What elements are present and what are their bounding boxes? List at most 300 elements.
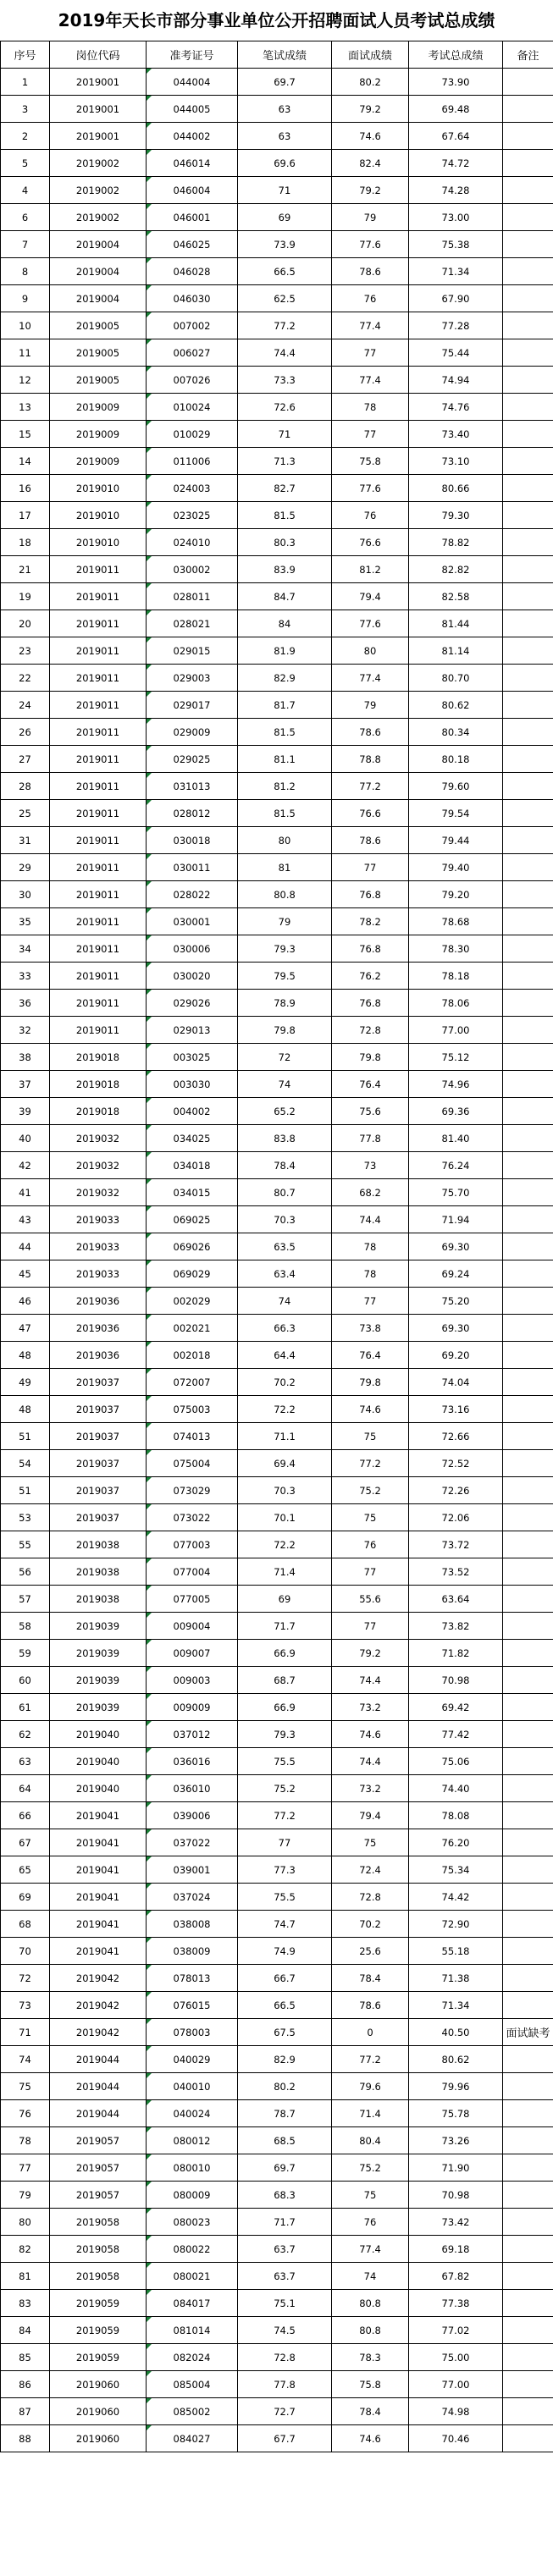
table-row bbox=[1, 502, 553, 529]
cell-written-score: 72.6 bbox=[238, 394, 332, 421]
cell-written-score: 80.7 bbox=[238, 1179, 332, 1206]
cell-interview-score: 78.6 bbox=[332, 719, 409, 746]
cell-post-code: 2019011 bbox=[50, 665, 147, 692]
cell-written-score: 65.2 bbox=[238, 1098, 332, 1125]
cell-serial: 81 bbox=[1, 2263, 50, 2290]
cell-total-score: 81.40 bbox=[409, 1125, 503, 1152]
cell-interview-score: 78.6 bbox=[332, 827, 409, 854]
table-row bbox=[1, 881, 553, 908]
table-row bbox=[1, 2046, 553, 2073]
cell-post-code: 2019037 bbox=[50, 1477, 147, 1504]
cell-total-score: 74.72 bbox=[409, 150, 503, 177]
cell-interview-score: 76 bbox=[332, 1531, 409, 1558]
cell-exam-number: 077004 bbox=[147, 1558, 238, 1586]
cell-post-code: 2019041 bbox=[50, 1829, 147, 1856]
cell-remark bbox=[503, 1884, 553, 1911]
cell-remark bbox=[503, 1829, 553, 1856]
cell-serial: 41 bbox=[1, 1179, 50, 1206]
cell-interview-score: 77.4 bbox=[332, 665, 409, 692]
cell-serial: 18 bbox=[1, 529, 50, 556]
cell-post-code: 2019033 bbox=[50, 1233, 147, 1260]
cell-written-score: 81.2 bbox=[238, 773, 332, 800]
cell-written-score: 75.1 bbox=[238, 2290, 332, 2317]
table-row bbox=[1, 2019, 553, 2046]
cell-total-score: 69.18 bbox=[409, 2236, 503, 2263]
table-row bbox=[1, 1558, 553, 1586]
cell-exam-number: 084027 bbox=[147, 2425, 238, 2452]
cell-interview-score: 79.8 bbox=[332, 1044, 409, 1071]
cell-remark bbox=[503, 692, 553, 719]
cell-written-score: 70.1 bbox=[238, 1504, 332, 1531]
cell-total-score: 69.48 bbox=[409, 96, 503, 123]
cell-serial: 7 bbox=[1, 231, 50, 258]
cell-remark bbox=[503, 123, 553, 150]
cell-interview-score: 77.2 bbox=[332, 773, 409, 800]
cell-serial: 73 bbox=[1, 1992, 50, 2019]
cell-total-score: 79.20 bbox=[409, 881, 503, 908]
cell-post-code: 2019038 bbox=[50, 1531, 147, 1558]
cell-exam-number: 011006 bbox=[147, 448, 238, 475]
cell-interview-score: 74.6 bbox=[332, 1396, 409, 1423]
cell-interview-score: 72.8 bbox=[332, 1017, 409, 1044]
cell-total-score: 75.34 bbox=[409, 1856, 503, 1884]
cell-post-code: 2019042 bbox=[50, 2019, 147, 2046]
cell-remark bbox=[503, 448, 553, 475]
cell-post-code: 2019041 bbox=[50, 1938, 147, 1965]
cell-post-code: 2019001 bbox=[50, 96, 147, 123]
cell-total-score: 70.98 bbox=[409, 1667, 503, 1694]
cell-post-code: 2019010 bbox=[50, 529, 147, 556]
table-row bbox=[1, 204, 553, 231]
cell-remark bbox=[503, 1667, 553, 1694]
cell-exam-number: 036016 bbox=[147, 1748, 238, 1775]
cell-remark bbox=[503, 258, 553, 285]
cell-exam-number: 080009 bbox=[147, 2182, 238, 2209]
cell-remark bbox=[503, 908, 553, 935]
cell-serial: 17 bbox=[1, 502, 50, 529]
table-row bbox=[1, 1829, 553, 1856]
cell-post-code: 2019011 bbox=[50, 719, 147, 746]
cell-total-score: 75.06 bbox=[409, 1748, 503, 1775]
cell-remark bbox=[503, 1450, 553, 1477]
cell-written-score: 71 bbox=[238, 421, 332, 448]
cell-written-score: 81.7 bbox=[238, 692, 332, 719]
cell-remark bbox=[503, 1125, 553, 1152]
table-row bbox=[1, 312, 553, 339]
cell-remark bbox=[503, 990, 553, 1017]
cell-total-score: 75.12 bbox=[409, 1044, 503, 1071]
cell-serial: 8 bbox=[1, 258, 50, 285]
cell-total-score: 71.38 bbox=[409, 1965, 503, 1992]
cell-serial: 72 bbox=[1, 1965, 50, 1992]
cell-written-score: 69.7 bbox=[238, 69, 332, 96]
cell-serial: 36 bbox=[1, 990, 50, 1017]
cell-written-score: 84 bbox=[238, 610, 332, 637]
cell-total-score: 82.82 bbox=[409, 556, 503, 583]
table-row bbox=[1, 1992, 553, 2019]
cell-post-code: 2019036 bbox=[50, 1288, 147, 1315]
cell-exam-number: 075003 bbox=[147, 1396, 238, 1423]
cell-post-code: 2019059 bbox=[50, 2344, 147, 2371]
table-row bbox=[1, 2182, 553, 2209]
cell-total-score: 71.34 bbox=[409, 258, 503, 285]
cell-post-code: 2019038 bbox=[50, 1586, 147, 1613]
cell-post-code: 2019009 bbox=[50, 448, 147, 475]
cell-exam-number: 030002 bbox=[147, 556, 238, 583]
cell-post-code: 2019011 bbox=[50, 610, 147, 637]
cell-remark bbox=[503, 394, 553, 421]
cell-total-score: 70.98 bbox=[409, 2182, 503, 2209]
cell-interview-score: 76.6 bbox=[332, 529, 409, 556]
cell-serial: 48 bbox=[1, 1396, 50, 1423]
cell-post-code: 2019032 bbox=[50, 1179, 147, 1206]
cell-written-score: 74.4 bbox=[238, 339, 332, 367]
cell-written-score: 63 bbox=[238, 123, 332, 150]
cell-written-score: 66.5 bbox=[238, 1992, 332, 2019]
cell-written-score: 79.3 bbox=[238, 1721, 332, 1748]
cell-post-code: 2019060 bbox=[50, 2371, 147, 2398]
cell-serial: 77 bbox=[1, 2154, 50, 2182]
cell-serial: 56 bbox=[1, 1558, 50, 1586]
cell-written-score: 81.1 bbox=[238, 746, 332, 773]
cell-written-score: 66.7 bbox=[238, 1965, 332, 1992]
table-row bbox=[1, 475, 553, 502]
cell-exam-number: 028012 bbox=[147, 800, 238, 827]
cell-total-score: 81.14 bbox=[409, 637, 503, 665]
cell-interview-score: 78 bbox=[332, 1233, 409, 1260]
cell-serial: 48 bbox=[1, 1342, 50, 1369]
cell-interview-score: 74.6 bbox=[332, 2425, 409, 2452]
cell-post-code: 2019036 bbox=[50, 1315, 147, 1342]
cell-serial: 22 bbox=[1, 665, 50, 692]
cell-total-score: 75.44 bbox=[409, 339, 503, 367]
cell-total-score: 78.08 bbox=[409, 1802, 503, 1829]
table-row bbox=[1, 2344, 553, 2371]
table-row bbox=[1, 1098, 553, 1125]
cell-post-code: 2019011 bbox=[50, 990, 147, 1017]
cell-written-score: 68.3 bbox=[238, 2182, 332, 2209]
cell-total-score: 67.64 bbox=[409, 123, 503, 150]
cell-written-score: 66.5 bbox=[238, 258, 332, 285]
cell-interview-score: 75.2 bbox=[332, 2154, 409, 2182]
cell-serial: 85 bbox=[1, 2344, 50, 2371]
cell-exam-number: 072007 bbox=[147, 1369, 238, 1396]
cell-post-code: 2019037 bbox=[50, 1396, 147, 1423]
cell-written-score: 75.2 bbox=[238, 1775, 332, 1802]
table-row bbox=[1, 665, 553, 692]
cell-post-code: 2019044 bbox=[50, 2046, 147, 2073]
cell-serial: 79 bbox=[1, 2182, 50, 2209]
table-row bbox=[1, 692, 553, 719]
cell-written-score: 80.3 bbox=[238, 529, 332, 556]
table-row bbox=[1, 2154, 553, 2182]
cell-interview-score: 74.6 bbox=[332, 1721, 409, 1748]
cell-remark bbox=[503, 1396, 553, 1423]
table-row bbox=[1, 1586, 553, 1613]
cell-serial: 64 bbox=[1, 1775, 50, 1802]
cell-total-score: 76.20 bbox=[409, 1829, 503, 1856]
table-row bbox=[1, 1179, 553, 1206]
cell-serial: 57 bbox=[1, 1586, 50, 1613]
cell-remark bbox=[503, 1369, 553, 1396]
cell-total-score: 74.42 bbox=[409, 1884, 503, 1911]
cell-remark bbox=[503, 1423, 553, 1450]
cell-exam-number: 002029 bbox=[147, 1288, 238, 1315]
cell-exam-number: 073022 bbox=[147, 1504, 238, 1531]
cell-interview-score: 77.4 bbox=[332, 312, 409, 339]
cell-total-score: 75.00 bbox=[409, 2344, 503, 2371]
cell-exam-number: 040029 bbox=[147, 2046, 238, 2073]
cell-serial: 75 bbox=[1, 2073, 50, 2100]
cell-remark bbox=[503, 637, 553, 665]
cell-serial: 1 bbox=[1, 69, 50, 96]
cell-post-code: 2019010 bbox=[50, 502, 147, 529]
cell-interview-score: 79.4 bbox=[332, 583, 409, 610]
cell-post-code: 2019005 bbox=[50, 367, 147, 394]
cell-remark bbox=[503, 1179, 553, 1206]
cell-total-score: 80.70 bbox=[409, 665, 503, 692]
cell-exam-number: 040010 bbox=[147, 2073, 238, 2100]
table-row bbox=[1, 1423, 553, 1450]
cell-serial: 44 bbox=[1, 1233, 50, 1260]
cell-written-score: 63 bbox=[238, 96, 332, 123]
cell-exam-number: 085004 bbox=[147, 2371, 238, 2398]
table-row bbox=[1, 394, 553, 421]
cell-post-code: 2019037 bbox=[50, 1369, 147, 1396]
table-row bbox=[1, 1125, 553, 1152]
cell-remark bbox=[503, 1504, 553, 1531]
cell-post-code: 2019057 bbox=[50, 2182, 147, 2209]
cell-interview-score: 76.8 bbox=[332, 990, 409, 1017]
cell-post-code: 2019002 bbox=[50, 150, 147, 177]
cell-exam-number: 029026 bbox=[147, 990, 238, 1017]
cell-serial: 68 bbox=[1, 1911, 50, 1938]
cell-exam-number: 007026 bbox=[147, 367, 238, 394]
cell-interview-score: 73.2 bbox=[332, 1694, 409, 1721]
cell-exam-number: 030006 bbox=[147, 935, 238, 963]
cell-serial: 67 bbox=[1, 1829, 50, 1856]
cell-written-score: 64.4 bbox=[238, 1342, 332, 1369]
table-row bbox=[1, 421, 553, 448]
table-body bbox=[1, 69, 553, 2452]
table-row bbox=[1, 1477, 553, 1504]
cell-post-code: 2019010 bbox=[50, 475, 147, 502]
table-row bbox=[1, 1965, 553, 1992]
cell-serial: 19 bbox=[1, 583, 50, 610]
cell-total-score: 72.66 bbox=[409, 1423, 503, 1450]
cell-interview-score: 77.6 bbox=[332, 231, 409, 258]
table-row bbox=[1, 1315, 553, 1342]
cell-serial: 47 bbox=[1, 1315, 50, 1342]
cell-serial: 60 bbox=[1, 1667, 50, 1694]
cell-written-score: 74.7 bbox=[238, 1911, 332, 1938]
cell-post-code: 2019058 bbox=[50, 2236, 147, 2263]
table-row bbox=[1, 1721, 553, 1748]
cell-interview-score: 78.4 bbox=[332, 2398, 409, 2425]
cell-total-score: 69.20 bbox=[409, 1342, 503, 1369]
cell-remark bbox=[503, 1558, 553, 1586]
cell-interview-score: 77.2 bbox=[332, 1450, 409, 1477]
cell-total-score: 77.00 bbox=[409, 1017, 503, 1044]
cell-written-score: 79.5 bbox=[238, 963, 332, 990]
cell-interview-score: 76.4 bbox=[332, 1071, 409, 1098]
cell-serial: 84 bbox=[1, 2317, 50, 2344]
cell-written-score: 81.5 bbox=[238, 719, 332, 746]
cell-post-code: 2019059 bbox=[50, 2290, 147, 2317]
cell-total-score: 63.64 bbox=[409, 1586, 503, 1613]
cell-interview-score: 75 bbox=[332, 1829, 409, 1856]
cell-written-score: 80.8 bbox=[238, 881, 332, 908]
cell-interview-score: 77 bbox=[332, 339, 409, 367]
cell-exam-number: 034025 bbox=[147, 1125, 238, 1152]
table-row bbox=[1, 448, 553, 475]
cell-post-code: 2019011 bbox=[50, 908, 147, 935]
cell-post-code: 2019037 bbox=[50, 1450, 147, 1477]
cell-written-score: 78.7 bbox=[238, 2100, 332, 2127]
cell-remark bbox=[503, 610, 553, 637]
cell-total-score: 78.18 bbox=[409, 963, 503, 990]
cell-post-code: 2019011 bbox=[50, 963, 147, 990]
cell-remark bbox=[503, 1206, 553, 1233]
cell-post-code: 2019033 bbox=[50, 1206, 147, 1233]
cell-total-score: 74.28 bbox=[409, 177, 503, 204]
cell-total-score: 77.00 bbox=[409, 2371, 503, 2398]
cell-total-score: 79.44 bbox=[409, 827, 503, 854]
cell-total-score: 78.68 bbox=[409, 908, 503, 935]
cell-interview-score: 55.6 bbox=[332, 1586, 409, 1613]
cell-total-score: 40.50 bbox=[409, 2019, 503, 2046]
cell-total-score: 74.76 bbox=[409, 394, 503, 421]
cell-remark bbox=[503, 1965, 553, 1992]
cell-remark bbox=[503, 1911, 553, 1938]
cell-post-code: 2019018 bbox=[50, 1044, 147, 1071]
cell-serial: 21 bbox=[1, 556, 50, 583]
cell-remark bbox=[503, 502, 553, 529]
cell-post-code: 2019011 bbox=[50, 637, 147, 665]
cell-exam-number: 028011 bbox=[147, 583, 238, 610]
cell-total-score: 69.36 bbox=[409, 1098, 503, 1125]
cell-written-score: 77.2 bbox=[238, 1802, 332, 1829]
cell-serial: 40 bbox=[1, 1125, 50, 1152]
cell-total-score: 80.18 bbox=[409, 746, 503, 773]
cell-interview-score: 77 bbox=[332, 854, 409, 881]
table-row bbox=[1, 69, 553, 96]
table-row bbox=[1, 1531, 553, 1558]
cell-serial: 31 bbox=[1, 827, 50, 854]
cell-remark bbox=[503, 475, 553, 502]
table-row bbox=[1, 2236, 553, 2263]
cell-remark bbox=[503, 2290, 553, 2317]
cell-written-score: 67.7 bbox=[238, 2425, 332, 2452]
cell-interview-score: 77.4 bbox=[332, 367, 409, 394]
cell-interview-score: 68.2 bbox=[332, 1179, 409, 1206]
cell-remark bbox=[503, 935, 553, 963]
cell-exam-number: 075004 bbox=[147, 1450, 238, 1477]
cell-serial: 80 bbox=[1, 2209, 50, 2236]
cell-exam-number: 031013 bbox=[147, 773, 238, 800]
table-row bbox=[1, 583, 553, 610]
cell-total-score: 75.78 bbox=[409, 2100, 503, 2127]
cell-total-score: 79.30 bbox=[409, 502, 503, 529]
cell-total-score: 75.70 bbox=[409, 1179, 503, 1206]
cell-written-score: 69.4 bbox=[238, 1450, 332, 1477]
cell-interview-score: 74.4 bbox=[332, 1748, 409, 1775]
cell-exam-number: 073029 bbox=[147, 1477, 238, 1504]
cell-interview-score: 73 bbox=[332, 1152, 409, 1179]
cell-written-score: 71.3 bbox=[238, 448, 332, 475]
cell-written-score: 80 bbox=[238, 827, 332, 854]
cell-interview-score: 78.2 bbox=[332, 908, 409, 935]
cell-serial: 65 bbox=[1, 1856, 50, 1884]
cell-serial: 12 bbox=[1, 367, 50, 394]
cell-interview-score: 77.4 bbox=[332, 2236, 409, 2263]
cell-serial: 15 bbox=[1, 421, 50, 448]
cell-exam-number: 010024 bbox=[147, 394, 238, 421]
cell-written-score: 67.5 bbox=[238, 2019, 332, 2046]
cell-remark bbox=[503, 339, 553, 367]
cell-exam-number: 037012 bbox=[147, 1721, 238, 1748]
cell-total-score: 78.82 bbox=[409, 529, 503, 556]
cell-remark bbox=[503, 1613, 553, 1640]
cell-total-score: 77.02 bbox=[409, 2317, 503, 2344]
cell-total-score: 72.06 bbox=[409, 1504, 503, 1531]
cell-exam-number: 040024 bbox=[147, 2100, 238, 2127]
cell-interview-score: 76.4 bbox=[332, 1342, 409, 1369]
cell-total-score: 73.10 bbox=[409, 448, 503, 475]
cell-post-code: 2019009 bbox=[50, 394, 147, 421]
cell-interview-score: 77.6 bbox=[332, 475, 409, 502]
cell-total-score: 79.40 bbox=[409, 854, 503, 881]
cell-written-score: 74 bbox=[238, 1288, 332, 1315]
table-row bbox=[1, 610, 553, 637]
cell-interview-score: 76 bbox=[332, 285, 409, 312]
cell-total-score: 79.96 bbox=[409, 2073, 503, 2100]
cell-serial: 51 bbox=[1, 1477, 50, 1504]
table-row bbox=[1, 1802, 553, 1829]
cell-interview-score: 75 bbox=[332, 2182, 409, 2209]
cell-interview-score: 78.4 bbox=[332, 1965, 409, 1992]
header-exam-number: 准考证号 bbox=[147, 41, 238, 69]
table-row bbox=[1, 935, 553, 963]
cell-serial: 51 bbox=[1, 1423, 50, 1450]
cell-remark bbox=[503, 2073, 553, 2100]
table-row bbox=[1, 1856, 553, 1884]
table-row bbox=[1, 1748, 553, 1775]
cell-post-code: 2019018 bbox=[50, 1098, 147, 1125]
cell-total-score: 55.18 bbox=[409, 1938, 503, 1965]
table-row bbox=[1, 1206, 553, 1233]
cell-remark bbox=[503, 1152, 553, 1179]
cell-post-code: 2019009 bbox=[50, 421, 147, 448]
cell-serial: 69 bbox=[1, 1884, 50, 1911]
cell-post-code: 2019058 bbox=[50, 2209, 147, 2236]
cell-exam-number: 074013 bbox=[147, 1423, 238, 1450]
table-row bbox=[1, 2371, 553, 2398]
cell-exam-number: 078013 bbox=[147, 1965, 238, 1992]
cell-serial: 32 bbox=[1, 1017, 50, 1044]
table-row bbox=[1, 1667, 553, 1694]
cell-exam-number: 029013 bbox=[147, 1017, 238, 1044]
cell-written-score: 77.3 bbox=[238, 1856, 332, 1884]
cell-written-score: 71.1 bbox=[238, 1423, 332, 1450]
table-row bbox=[1, 2100, 553, 2127]
cell-post-code: 2019018 bbox=[50, 1071, 147, 1098]
cell-remark bbox=[503, 827, 553, 854]
cell-exam-number: 030001 bbox=[147, 908, 238, 935]
cell-serial: 23 bbox=[1, 637, 50, 665]
cell-written-score: 80.2 bbox=[238, 2073, 332, 2100]
cell-exam-number: 084017 bbox=[147, 2290, 238, 2317]
